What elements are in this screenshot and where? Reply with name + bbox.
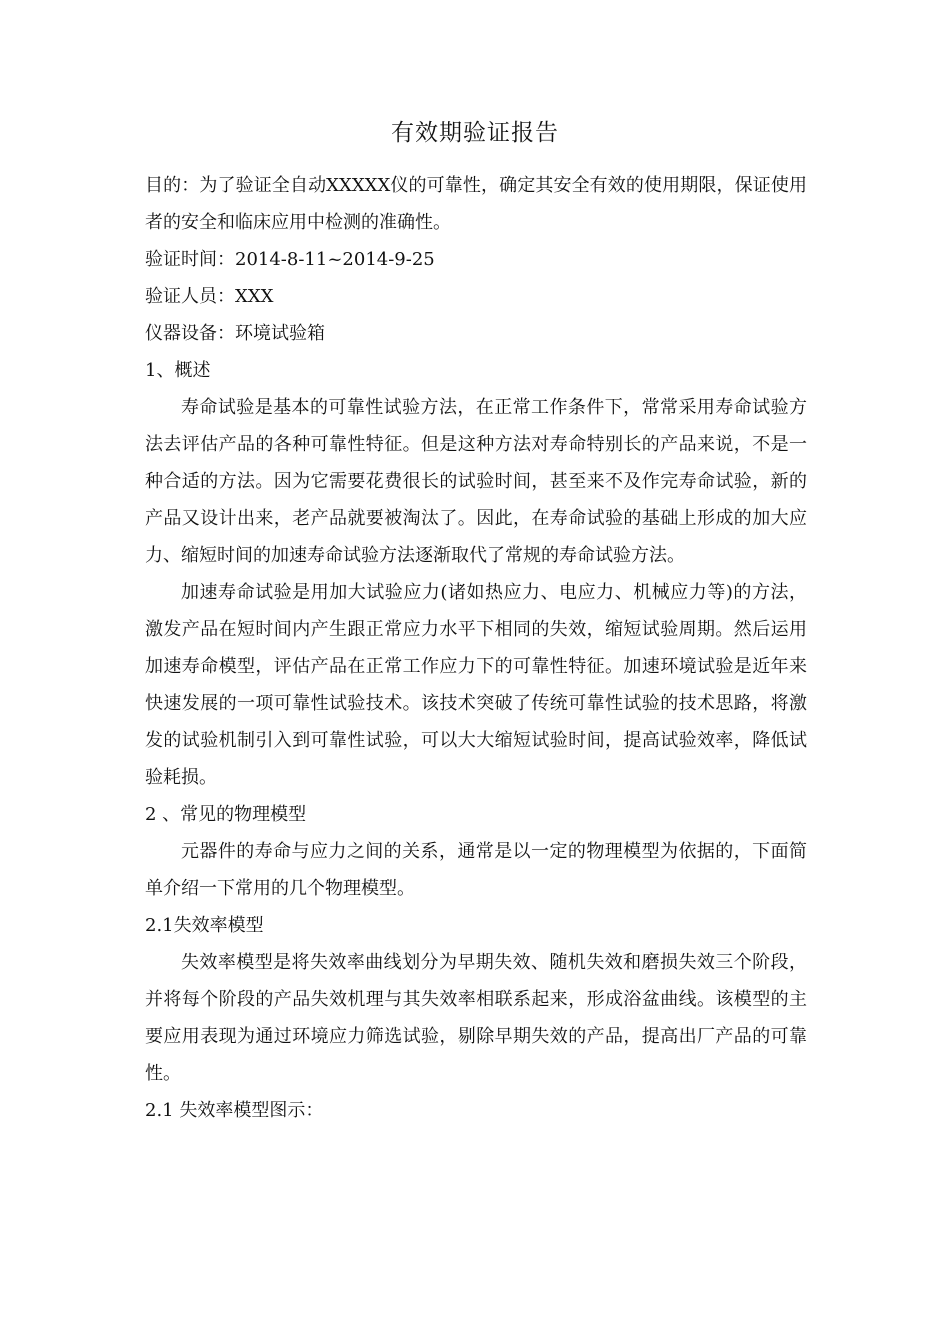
section-2-heading: 2 、常见的物理模型: [145, 804, 307, 825]
verification-time: 验证时间：2014-8-11~2014-9-25: [145, 249, 435, 270]
verification-personnel: 验证人员：XXX: [145, 286, 274, 307]
report-body: [145, 167, 807, 1129]
equipment-line: 仪器设备：环境试验箱: [145, 323, 325, 344]
section-2-1-heading: 2.1失效率模型: [145, 915, 264, 936]
section-2-paragraph-1: 元器件的寿命与应力之间的关系，通常是以一定的物理模型为依据的，下面简单介绍一下常用的几个物理模型。: [145, 841, 807, 899]
section-1-heading: 1、概述: [145, 360, 211, 381]
section-2-1-figure-heading: 2.1 失效率模型图示：: [145, 1100, 324, 1121]
section-1-paragraph-1: 寿命试验是基本的可靠性试验方法，在正常工作条件下，常常采用寿命试验方法去评估产品的各种可靠性特征。但是这种方法对寿命特别长的产品来说，不是一种合适的方法。因为它需要花费很长的试验时间，甚至来不及作完寿命试验，新的产品又设计出来，老产品就要被淘汰了。因此，在寿命试验的基础上形成的加大应力、缩短时间的加速寿命试验方法逐渐取代了常规的寿命试验方法。: [145, 397, 807, 566]
report-title: 有效期验证报告: [391, 120, 559, 146]
section-1-paragraph-2: 加速寿命试验是用加大试验应力(诸如热应力、电应力、机械应力等)的方法，激发产品在短时间内产生跟正常应力水平下相同的失效，缩短试验周期。然后运用加速寿命模型，评估产品在正常工作应力下的可靠性特征。加速环境试验是近年来快速发展的一项可靠性试验技术。该技术突破了传统可靠性试验的技术思路，将激发的试验机制引入到可靠性试验，可以大大缩短试验时间，提高试验效率，降低试验耗损。: [145, 582, 807, 788]
section-2-1-paragraph-1: 失效率模型是将失效率曲线划分为早期失效、随机失效和磨损失效三个阶段，并将每个阶段的产品失效机理与其失效率相联系起来，形成浴盆曲线。该模型的主要应用表现为通过环境应力筛选试验，剔除早期失效的产品，提高出厂产品的可靠性。: [145, 952, 807, 1084]
purpose-paragraph: 目的：为了验证全自动XXXXX仪的可靠性，确定其安全有效的使用期限，保证使用者的安全和临床应用中检测的准确性。: [145, 175, 807, 233]
